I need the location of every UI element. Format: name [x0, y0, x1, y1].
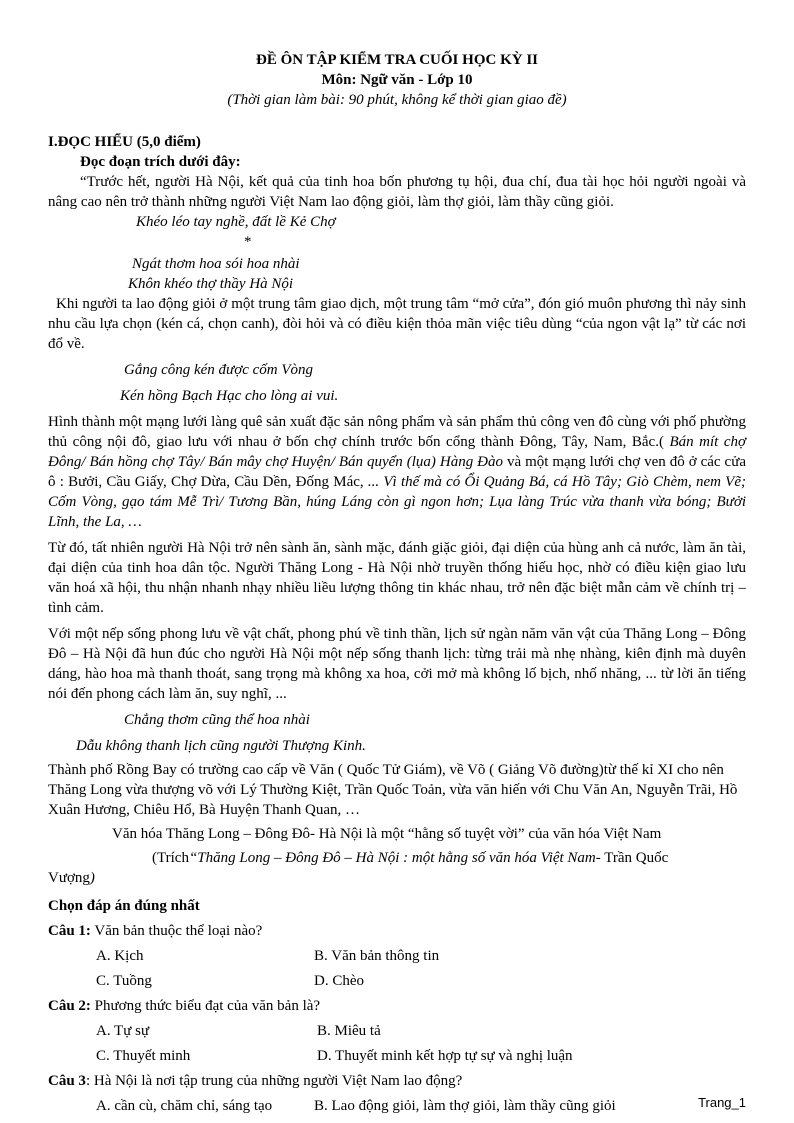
verse-2: Ngát thơm hoa sói hoa nhài [132, 256, 300, 272]
answer-option: B. Lao động giỏi, làm thợ giỏi, làm thầy cũng giỏi [314, 1098, 616, 1114]
paragraph-2: Khi người ta lao động giỏi ở một trung tâm giao dịch, một trung tâm “mở cửa”, đón gió muôn phương thì nảy sinh nhu cầu lựa chọn (kén cá, chọn canh), đòi hỏi và có điều kiện thỏa mãn việc tiêu dùng “của ngon vật lạ” từ các nơi đổ về. [48, 296, 746, 352]
exam-subject: Môn: Ngữ văn - Lớp 10 [321, 72, 473, 88]
paragraph-1: “Trước hết, người Hà Nội, kết quả của tinh hoa bốn phương tụ hội, đua chí, đua tài học hỏi người ngoài và nâng cao nên trở thành những người Việt Nam lao động giỏi, làm thợ giỏi, làm thầy cũng giỏi. [48, 174, 746, 210]
question-3: Câu 3: Hà Nội là nơi tập trung của những người Việt Nam lao động? A. cần cù, chăm chỉ, sáng tạo B. Lao động giỏi, làm thợ giỏi, làm thầy cũng giỏi [48, 1071, 746, 1116]
paragraph-7: Văn hóa Thăng Long – Đông Đô- Hà Nội là một “hằng số tuyệt vời” của văn hóa Việt Nam [112, 826, 662, 842]
paragraph-6: Thành phố Rồng Bay có trường cao cấp về Văn ( Quốc Tử Giám), về Võ ( Giảng Võ đường)từ thế kỉ XI cho nên Thăng Long vừa thượng võ với Lý Thường Kiệt, Trần Quốc Toản, vừa văn hiến với Chu Văn An, Nguyễn Trãi, Hồ Xuân Hương, Chiêu Hổ, Bà Huyện Thanh Quan, … [48, 762, 738, 818]
paragraph-3: Hình thành một mạng lưới làng quê sản xuất đặc sản nông phẩm và sản phẩm thủ công ven đô cùng với phố phường thủ công nội đô, giao lưu với nhau ở bốn chợ chính trước bốn cổng thành Đông, Tây, Nam, Bắc.( Bán mít chợ Đông/ Bán hồng chợ Tây/ Bán mây chợ Huyện/ Bán quyển (lụa) Hàng Đào và một mạng lưới chợ ven đô ở các cửa ô : Bưởi, Cầu Giấy, Chợ Dừa, Cầu Dền, Đống Mác, ... Vì thế mà có Ổi Quảng Bá, cá Hồ Tây; Giò Chèm, nem Vẽ; Cốm Vòng, gạo tám Mễ Trì/ Tương Bần, húng Láng còn gì ngon hơn; Lụa làng Trúc vừa thanh vừa bóng; Bưởi Lĩnh, the La, … [48, 414, 747, 530]
verse-5: Kén hồng Bạch Hạc cho lòng ai vui. [120, 388, 339, 404]
verse-6: Chẳng thơm cũng thể hoa nhài [124, 712, 310, 728]
paragraph-5: Với một nếp sống phong lưu về vật chất, phong phú về tinh thần, lịch sử ngàn năm văn vật của Thăng Long – Đông Đô – Hà Nội đã hun đúc cho người Hà Nội một nếp sống thanh lịch: từng trải mà nhẹ nhàng, kiên định mà duyên dáng, hào hoa mà thanh thoát, sang trọng mà không xa hoa, cởi mở mà không lố bịch, nhố nhăng, ... từ lời ăn tiếng nói đến phong cách làm ăn, suy nghĩ, ... [48, 626, 746, 702]
page-number: Trang_1 [698, 1095, 746, 1110]
source-citation-tail: Vượng) [48, 870, 95, 886]
answer-option: C. Thuyết minh [96, 1048, 191, 1064]
verse-7: Dẫu không thanh lịch cũng người Thượng Kinh. [76, 738, 366, 754]
source-citation: (Trích“Thăng Long – Đông Đô – Hà Nội : một hằng số văn hóa Việt Nam- Trần Quốc [152, 850, 669, 866]
answer-option: C. Tuồng [96, 973, 152, 989]
verse-1: Khéo léo tay nghề, đất lề Kẻ Chợ [136, 214, 336, 230]
question-1: Câu 1: Văn bản thuộc thể loại nào? A. Kịch B. Văn bản thông tin C. Tuồng D. Chèo [48, 921, 746, 991]
answer-option: D. Thuyết minh kết hợp tự sự và nghị luận [317, 1048, 573, 1064]
answer-option: A. Kịch [96, 948, 144, 964]
questions-title: Chọn đáp án đúng nhất [48, 898, 200, 914]
exam-time: (Thời gian làm bài: 90 phút, không kể thời gian giao đề) [227, 92, 567, 108]
section-title: I.ĐỌC HIỂU (5,0 điểm) [48, 134, 201, 150]
reading-instruction: Đọc đoạn trích dưới đây: [80, 154, 241, 170]
document-page [48, 40, 746, 1116]
paragraph-4: Từ đó, tất nhiên người Hà Nội trở nên sành ăn, sành mặc, đánh giặc giỏi, đại diện của hùng anh cả nước, làm ăn tài, đại diện của tinh hoa dân tộc. Người Thăng Long - Hà Nội nhờ truyền thống hiếu học, nhờ có điều kiện giao lưu văn hoá xã hội, thu nhận nhanh nhạy nhiều liều lượng thông tin khác nhau, trở nên đặc biệt mẫn cảm về chính trị – tình cảm. [48, 540, 746, 616]
verse-3: Khôn khéo thợ thầy Hà Nội [128, 276, 294, 292]
answer-option: B. Miêu tả [317, 1023, 381, 1039]
answer-option: D. Chèo [314, 973, 364, 989]
question-2: Câu 2: Phương thức biểu đạt của văn bản là? A. Tự sự B. Miêu tả C. Thuyết minh D. Thuyết minh kết hợp tự sự và nghị luận [48, 996, 746, 1066]
answer-option: A. cần cù, chăm chỉ, sáng tạo [96, 1098, 273, 1114]
verse-4: Gắng công kén được cốm Vòng [124, 362, 314, 378]
verse-separator: * [244, 234, 252, 250]
answer-option: B. Văn bản thông tin [314, 948, 440, 964]
answer-option: A. Tự sự [96, 1023, 150, 1039]
exam-title: ĐỀ ÔN TẬP KIỂM TRA CUỐI HỌC KỲ II [256, 52, 538, 68]
